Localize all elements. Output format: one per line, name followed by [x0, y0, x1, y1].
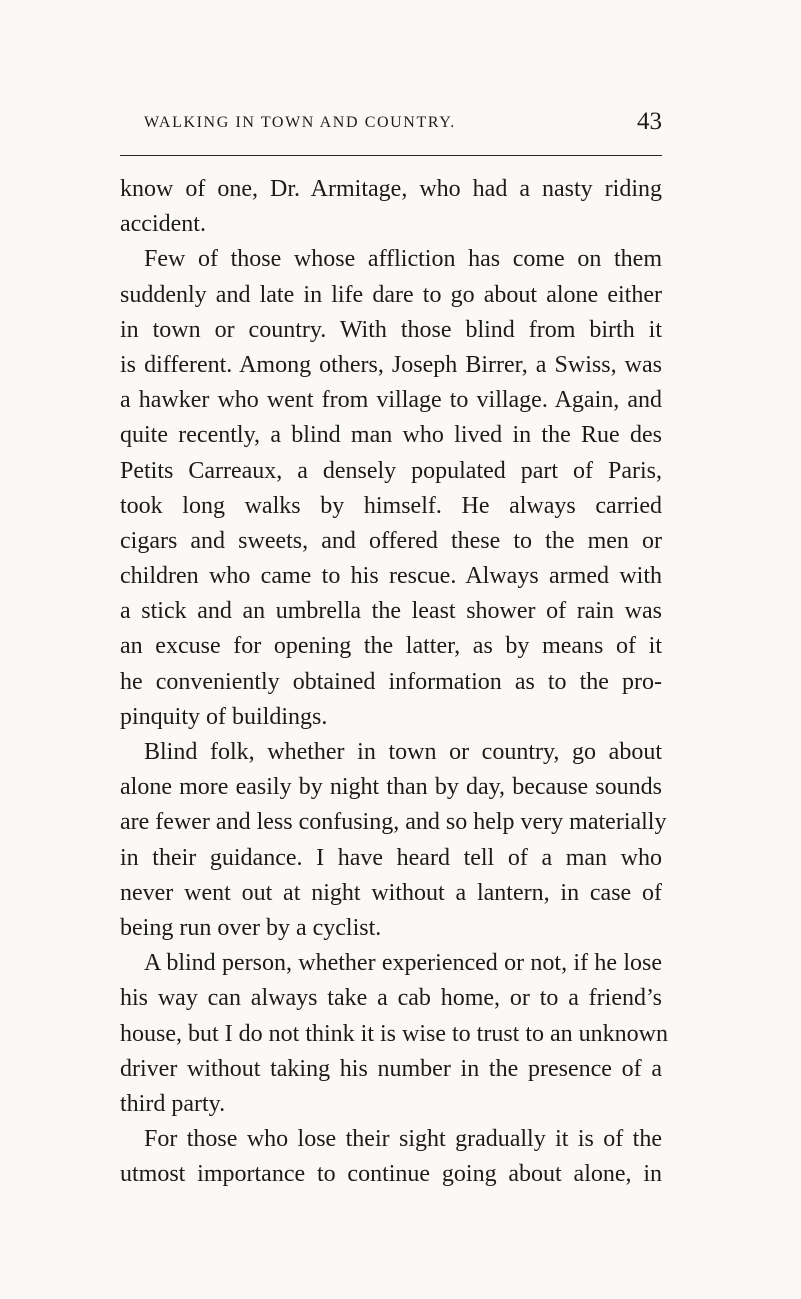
text-line: a hawker who went from village to village. Again, and — [120, 387, 662, 414]
running-head — [120, 110, 662, 146]
text-line: cigars and sweets, and offered these to the men or — [120, 527, 662, 554]
text-line: third party. — [120, 1090, 226, 1117]
text-line: in their guidance. I have heard tell of a man who — [120, 844, 662, 871]
text-line: never went out at night without a lantern, in case of — [120, 879, 662, 906]
text-line: are fewer and less confusing, and so help very materially — [120, 809, 667, 836]
running-title: WALKING IN TOWN AND COUNTRY. — [144, 114, 456, 131]
text-line: he conveniently obtained information as to the pro- — [120, 668, 662, 695]
text-line: Petits Carreaux, a densely populated part of Paris, — [120, 457, 662, 484]
text-line: Blind folk, whether in town or country, go about — [144, 739, 662, 765]
page-number: 43 — [637, 108, 662, 135]
text-line: For those who lose their sight gradually it is of the — [144, 1126, 662, 1153]
text-line: children who came to his rescue. Always armed with — [120, 563, 662, 590]
text-line: alone more easily by night than by day, because sounds — [120, 774, 662, 801]
text-line: Few of those whose affliction has come on them — [144, 246, 662, 273]
body-text — [120, 172, 668, 1192]
text-line: quite recently, a blind man who lived in the Rue des — [120, 422, 662, 449]
text-line: took long walks by himself. He always carried — [120, 492, 662, 519]
text-line: A blind person, whether experienced or not, if he lose — [144, 950, 662, 977]
text-line: pinquity of buildings. — [120, 703, 328, 730]
text-line: suddenly and late in life dare to go about alone either — [120, 281, 662, 308]
text-line: in town or country. With those blind from birth it — [120, 316, 662, 343]
text-line: driver without taking his number in the presence of a — [120, 1055, 662, 1082]
text-line: an excuse for opening the latter, as by means of it — [120, 633, 662, 660]
text-line: being run over by a cyclist. — [120, 914, 382, 941]
text-line: know of one, Dr. Armitage, who had a nasty riding — [120, 176, 662, 202]
header-rule — [120, 155, 662, 156]
text-line: is different. Among others, Joseph Birrer, a Swiss, was — [120, 351, 662, 378]
text-line: utmost importance to continue going about alone, in — [120, 1161, 662, 1188]
text-line: his way can always take a cab home, or to a friend’s — [120, 985, 662, 1012]
text-line: accident. — [120, 211, 206, 238]
text-line: house, but I do not think it is wise to trust to an unknown — [120, 1020, 668, 1047]
text-line: a stick and an umbrella the least shower of rain was — [120, 598, 662, 625]
